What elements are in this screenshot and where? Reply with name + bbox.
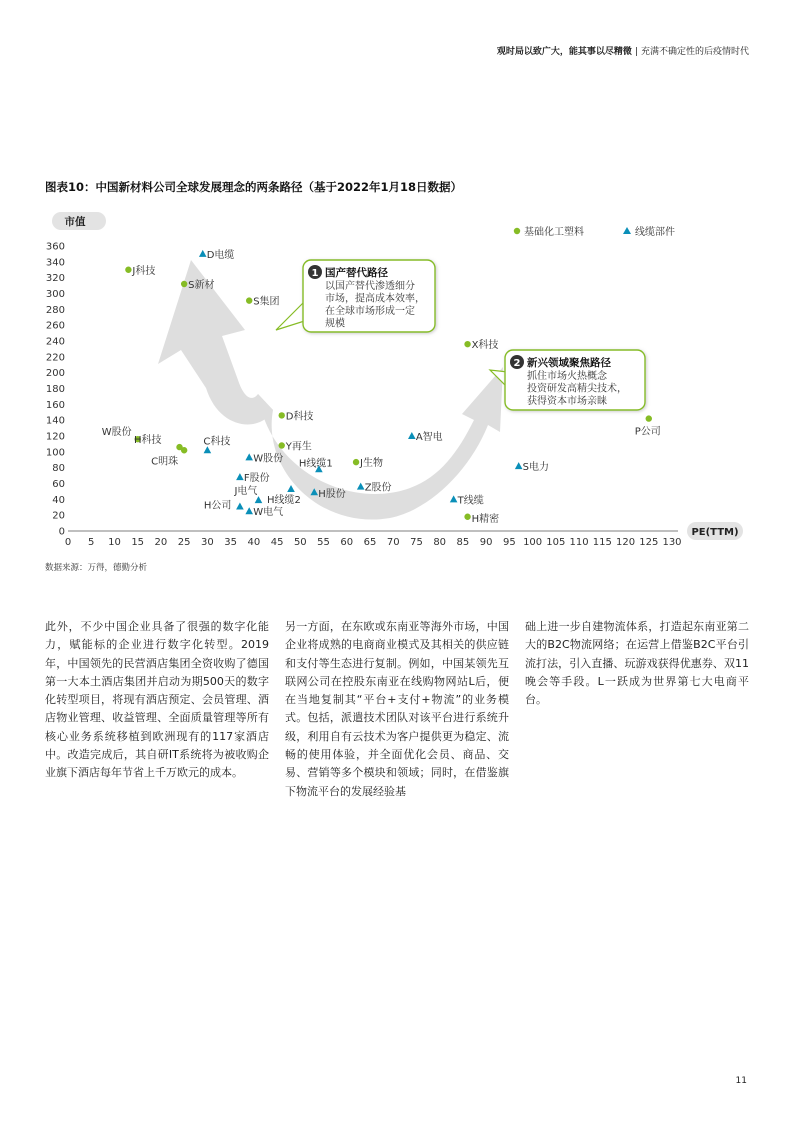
y-axis-title: 市值 xyxy=(64,216,86,228)
point-X科技 xyxy=(464,341,470,347)
callout-number: 2 xyxy=(513,358,521,369)
scatter-chart xyxy=(0,200,793,560)
point-D科技 xyxy=(279,412,285,418)
point-label: H精密 xyxy=(471,513,500,525)
point-W电气 xyxy=(245,507,253,514)
point-W股份 xyxy=(245,453,253,460)
callout-line: 在全球市场形成一定 xyxy=(325,306,415,317)
point-label: H线缆2 xyxy=(267,495,301,507)
point-label: H线缆1 xyxy=(298,458,333,470)
y-tick-label: 200 xyxy=(45,368,65,380)
x-axis-title: PE(TTM) xyxy=(691,527,739,538)
point-label: W股份 xyxy=(101,427,132,439)
point-J电气 xyxy=(255,496,263,503)
point-H公司 xyxy=(236,502,244,509)
y-tick-label: 60 xyxy=(52,479,65,490)
point-label: C明珠 xyxy=(151,456,179,468)
body-column-1: 此外，不少中国企业具备了很强的数字化能力，赋能标的企业进行数字化转型。2019年，中国领先的民营酒店集团全资收购了德国第一大本土酒店集团并启动为期500天的数字化转型项目，将现有酒店预定、会员管理、酒店物业管理、收益管理、全面质量管理等所有核心业务系统移植到欧洲现有的117家酒店中。改造完成后，其自研IT系统将为被收购企业旗下酒店每年节省上千万欧元的成本。 xyxy=(45,620,269,780)
y-tick-label: 160 xyxy=(45,399,65,411)
x-tick-label: 115 xyxy=(592,537,612,548)
point-label: P公司 xyxy=(634,426,661,438)
callout-title: 国产替代路径 xyxy=(325,267,388,279)
y-tick-label: 100 xyxy=(45,447,65,459)
point-Z股份 xyxy=(357,483,365,490)
figure-title: 图表10：中国新材料公司全球发展理念的两条路径（基于2022年1月18日数据） xyxy=(45,180,463,194)
x-tick-label: 75 xyxy=(410,537,423,548)
header-separator: | xyxy=(634,47,638,57)
y-tick-label: 360 xyxy=(45,241,65,253)
point-Y再生 xyxy=(279,442,285,448)
point-P公司 xyxy=(646,415,652,421)
y-tick-label: 80 xyxy=(52,463,65,475)
y-tick-label: 280 xyxy=(45,304,65,316)
callout-line: 规模 xyxy=(325,318,345,330)
header-subtitle: 充满不确定性的后疫情时代 xyxy=(640,47,749,57)
point-label: S集团 xyxy=(253,296,280,308)
x-tick-label: 55 xyxy=(317,537,330,548)
body-column-2: 另一方面，在东欧或东南亚等海外市场，中国企业将成熟的电商商业模式及其相关的供应链和支付等生态进行复制。例如，中国某领先互联网公司在控股东南亚在线购物网站L后，便在当地复制其“平台+支付+物流”的业务模式。包括，派遣技术团队对该平台进行系统升级，利用自有云技术为客户提供更为稳定、流畅的使用体验，并全面优化会员、商品、交易、营销等多个模块和领域；同时，在借鉴旗下物流平台的发展经验基 xyxy=(285,620,509,798)
x-tick-label: 15 xyxy=(131,537,145,548)
y-tick-label: 120 xyxy=(45,431,65,443)
point-label: T线缆 xyxy=(457,495,484,507)
x-tick-label: 125 xyxy=(639,537,659,548)
y-tick-label: 300 xyxy=(45,289,65,300)
x-tick-label: 40 xyxy=(247,537,261,548)
x-tick-label: 30 xyxy=(201,537,214,548)
callout-number: 1 xyxy=(311,268,319,279)
legend-label: 线缆部件 xyxy=(635,227,675,238)
x-tick-label: 60 xyxy=(340,537,354,548)
y-tick-label: 340 xyxy=(45,257,65,269)
callout-1 xyxy=(276,260,435,332)
point-label: X科技 xyxy=(471,340,499,352)
y-tick-label: 180 xyxy=(45,384,65,395)
point-label: F股份 xyxy=(243,473,270,485)
body-column-3: 础上进一步自建物流体系，打造起东南亚第二大的B2C物流网络；在运营上借鉴B2C平台引流打法，引入直播、玩游戏获得优惠券、双11晚会等手段。L一跃成为世界第七大电商平台。 xyxy=(525,620,749,707)
data-source: 数据来源：万得，德勤分析 xyxy=(45,563,148,573)
point-label: H公司 xyxy=(203,500,232,512)
point-F股份 xyxy=(236,473,244,480)
legend-label: 基础化工塑料 xyxy=(524,227,584,238)
point-J生物 xyxy=(353,459,359,465)
point-A智电 xyxy=(408,432,416,439)
legend-marker-triangle xyxy=(623,227,631,234)
x-tick-label: 65 xyxy=(363,537,377,548)
x-tick-label: 95 xyxy=(503,537,516,548)
x-tick-label: 80 xyxy=(433,537,447,548)
x-tick-label: 105 xyxy=(546,537,566,548)
y-tick-label: 240 xyxy=(45,336,65,348)
point-T线缆 xyxy=(450,495,458,502)
point-J科技 xyxy=(125,267,131,273)
x-tick-label: 120 xyxy=(615,537,636,548)
point-C明珠 xyxy=(181,447,187,453)
y-tick-label: 260 xyxy=(45,320,65,332)
x-tick-label: 90 xyxy=(479,537,493,548)
point-label: W电气 xyxy=(253,507,284,519)
x-tick-label: 100 xyxy=(523,537,543,548)
callout-line: 抓住市场火热概念 xyxy=(527,371,607,382)
point-label: A智电 xyxy=(415,432,443,443)
x-tick-label: 130 xyxy=(662,537,682,548)
callout-line: 以国产替代渗透细分 xyxy=(325,281,415,292)
point-label: J电气 xyxy=(234,486,258,498)
point-label: C科技 xyxy=(203,436,231,448)
point-S集团 xyxy=(246,297,252,303)
y-tick-label: 140 xyxy=(45,415,65,427)
y-tick-label: 0 xyxy=(58,526,65,538)
point-label: W股份 xyxy=(253,453,284,465)
header-title: 观时局以致广大，能其事以尽精微 xyxy=(496,47,632,57)
callout-line: 投资研发高精尖技术， xyxy=(527,383,627,395)
point-C科技 xyxy=(204,446,212,453)
point-label: J生物 xyxy=(360,458,384,470)
page-number: 11 xyxy=(735,1076,747,1086)
point-label: H股份 xyxy=(318,489,346,501)
point-label: D科技 xyxy=(285,411,314,423)
point-S电力 xyxy=(515,462,523,469)
x-tick-label: 0 xyxy=(64,537,72,548)
callout-line: 市场，提高成本效率， xyxy=(325,293,425,305)
legend xyxy=(514,225,675,238)
point-label: S新材 xyxy=(188,280,215,291)
callout-2 xyxy=(490,350,645,410)
x-tick-label: 10 xyxy=(108,537,121,548)
x-tick-label: 5 xyxy=(88,537,95,548)
x-tick-label: 20 xyxy=(154,537,168,548)
point-H线缆2 xyxy=(287,485,295,492)
x-tick-label: 50 xyxy=(293,537,307,548)
running-header xyxy=(497,44,749,57)
point-D电缆 xyxy=(199,250,207,257)
legend-marker-circle xyxy=(514,228,520,234)
point-label: S电力 xyxy=(522,462,550,474)
callout-title: 新兴领域聚焦路径 xyxy=(527,357,611,369)
x-tick-label: 45 xyxy=(270,537,284,548)
y-tick-label: 220 xyxy=(45,352,65,364)
point-label: H科技 xyxy=(133,435,162,447)
x-tick-label: 110 xyxy=(569,537,589,548)
y-tick-label: 40 xyxy=(52,494,65,506)
point-H精密 xyxy=(464,514,470,520)
point-S新材 xyxy=(181,281,187,287)
y-tick-label: 320 xyxy=(45,273,65,285)
point-label: Z股份 xyxy=(364,482,392,494)
point-label: J科技 xyxy=(132,265,156,277)
arrow-path-1 xyxy=(158,260,273,424)
callout-line: 获得资本市场亲睐 xyxy=(527,396,607,407)
callouts xyxy=(276,260,645,410)
x-tick-label: 70 xyxy=(386,537,400,548)
x-tick-label: 35 xyxy=(224,537,237,548)
point-label: D电缆 xyxy=(206,249,235,261)
point-label: Y再生 xyxy=(285,441,312,453)
y-tick-label: 20 xyxy=(52,510,65,522)
x-tick-label: 25 xyxy=(177,537,191,548)
x-tick-label: 85 xyxy=(456,537,470,548)
